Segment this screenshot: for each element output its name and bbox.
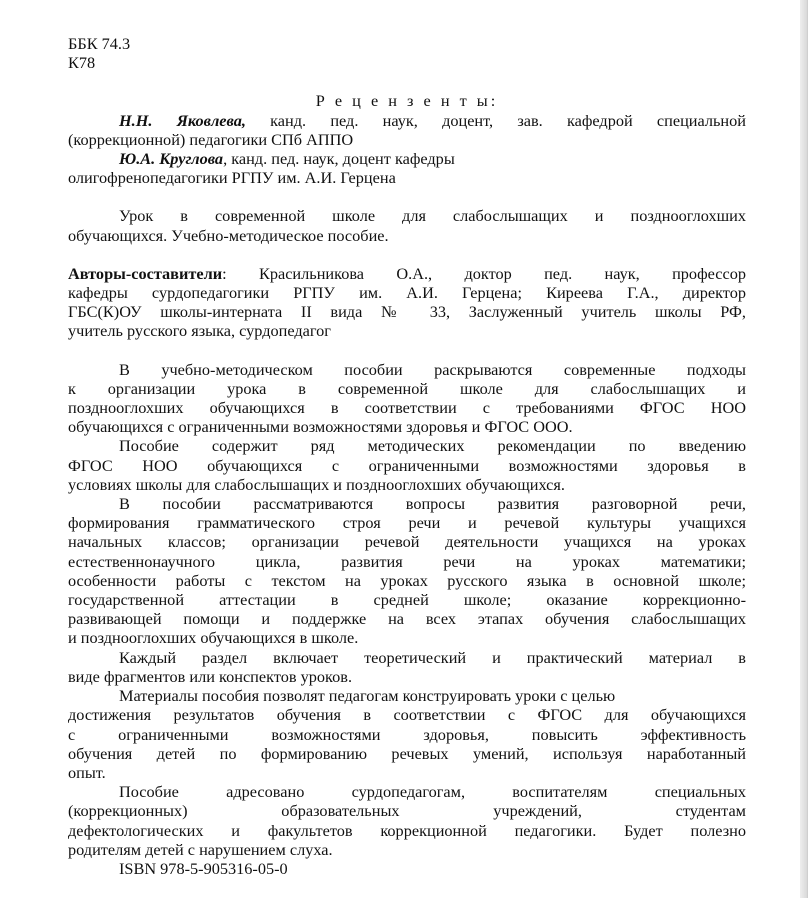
reviewer-2-line-1: Ю.А. Круглова, канд. пед. наук, доцент кафедры bbox=[119, 149, 455, 169]
paragraph-line: (коррекционных) образовательных учреждений, студентам bbox=[68, 801, 746, 821]
paragraph-line: ФГОС НОО обучающихся с ограниченными возможностями здоровья в bbox=[68, 455, 746, 475]
reviewer-2-name: Ю.А. Круглова bbox=[119, 149, 224, 169]
book-title-line-1: Урок в современной школе для слабослышащих и позднооглохших bbox=[119, 206, 746, 226]
paragraph-line: дефектологических и факультетов коррекционной педагогики. Будет полезно bbox=[68, 820, 746, 840]
authors-line-4: учитель русского языка, сурдопедагог bbox=[68, 321, 331, 341]
author-mark: К78 bbox=[68, 53, 96, 73]
book-title-line-2: обучающихся. Учебно-методическое пособие. bbox=[68, 225, 389, 245]
paragraph-line: естественнонаучного цикла, развития речи на уроках математики; bbox=[68, 551, 746, 571]
bbk-code: ББК 74.3 bbox=[68, 34, 131, 53]
paragraph-line: начальных классов; организации речевой деятельности учащихся на уроках bbox=[68, 532, 746, 552]
reviewers-heading: Р е ц е н з е н т ы: bbox=[315, 91, 499, 111]
paragraph-line: опыт. bbox=[68, 762, 106, 782]
authors-line-3: ГБС(К)ОУ школы-интерната II вида № 33, Заслуженный учитель школы РФ, bbox=[68, 302, 746, 322]
abstract bbox=[68, 360, 746, 859]
paragraph-line: виде фрагментов или конспектов уроков. bbox=[68, 666, 353, 686]
paragraph-line: В пособии рассматриваются вопросы развития разговорной речи, bbox=[119, 494, 746, 514]
paragraph-line: обучающихся с ограниченными возможностями здоровья и ФГОС ООО. bbox=[68, 417, 573, 437]
authors-line-2: кафедры сурдопедагогики РГПУ им. А.И. Герцена; Киреева Г.А., директор bbox=[68, 283, 746, 303]
page-content bbox=[68, 34, 746, 878]
paragraph-line: к организации урока в современной школе для слабослышащих и bbox=[68, 378, 746, 398]
reviewer-1-line-2: (коррекционной) педагогики СПб АППО bbox=[68, 129, 354, 149]
paragraph-line: позднооглохших обучающихся в соответствии с требованиями ФГОС НОО bbox=[68, 398, 746, 418]
paragraph-line: достижения результатов обучения в соответствии с ФГОС для обучающихся bbox=[68, 705, 746, 725]
paragraph-line: Материалы пособия позволят педагогам конструировать уроки с целью bbox=[119, 686, 616, 706]
paragraph-line: родителям детей с нарушением слуха. bbox=[68, 839, 333, 859]
paragraph-line: особенности работы с текстом на уроках русского языка в основной школе; bbox=[68, 570, 746, 590]
paragraph-line: развивающей помощи и поддержке на всех этапах обучения слабослышащих bbox=[68, 609, 746, 629]
reviewer-2-line-2: олигофренопедагогики РГПУ им. А.И. Герцена bbox=[68, 168, 396, 188]
paragraph-line: В учебно-методическом пособии раскрываются современные подходы bbox=[119, 359, 746, 379]
paragraph-line: с ограниченными возможностями здоровья, повысить эффективность bbox=[68, 724, 746, 744]
reviewer-1-name: Н.Н. Яковлева, bbox=[119, 110, 246, 130]
paragraph-line: Пособие адресовано сурдопедагогам, воспитателям специальных bbox=[119, 782, 746, 802]
paragraph-line: и позднооглохших обучающихся в школе. bbox=[68, 628, 359, 648]
isbn: ISBN 978-5-905316-05-0 bbox=[119, 858, 288, 878]
reviewer-1-line-1: Н.Н. Яковлева, канд. пед. наук, доцент, зав. кафедрой специальной bbox=[119, 110, 746, 130]
paragraph-line: государственной аттестации в средней школе; оказание коррекционно- bbox=[68, 590, 746, 610]
paragraph-line: обучения детей по формированию речевых умений, используя наработанный bbox=[68, 743, 746, 763]
authors-label: Авторы-составители bbox=[68, 263, 223, 283]
authors-line-1: Авторы-составители: Красильникова О.А., доктор пед. наук, профессор bbox=[68, 263, 746, 283]
paragraph-line: Каждый раздел включает теоретический и практический материал в bbox=[119, 647, 746, 667]
paragraph-line: формирования грамматического строя речи и речевой культуры учащихся bbox=[68, 513, 746, 533]
paragraph-line: условиях школы для слабослышащих и позднооглохших обучающихся. bbox=[68, 474, 565, 494]
paragraph-line: Пособие содержит ряд методических рекомендации по введению bbox=[119, 436, 746, 456]
